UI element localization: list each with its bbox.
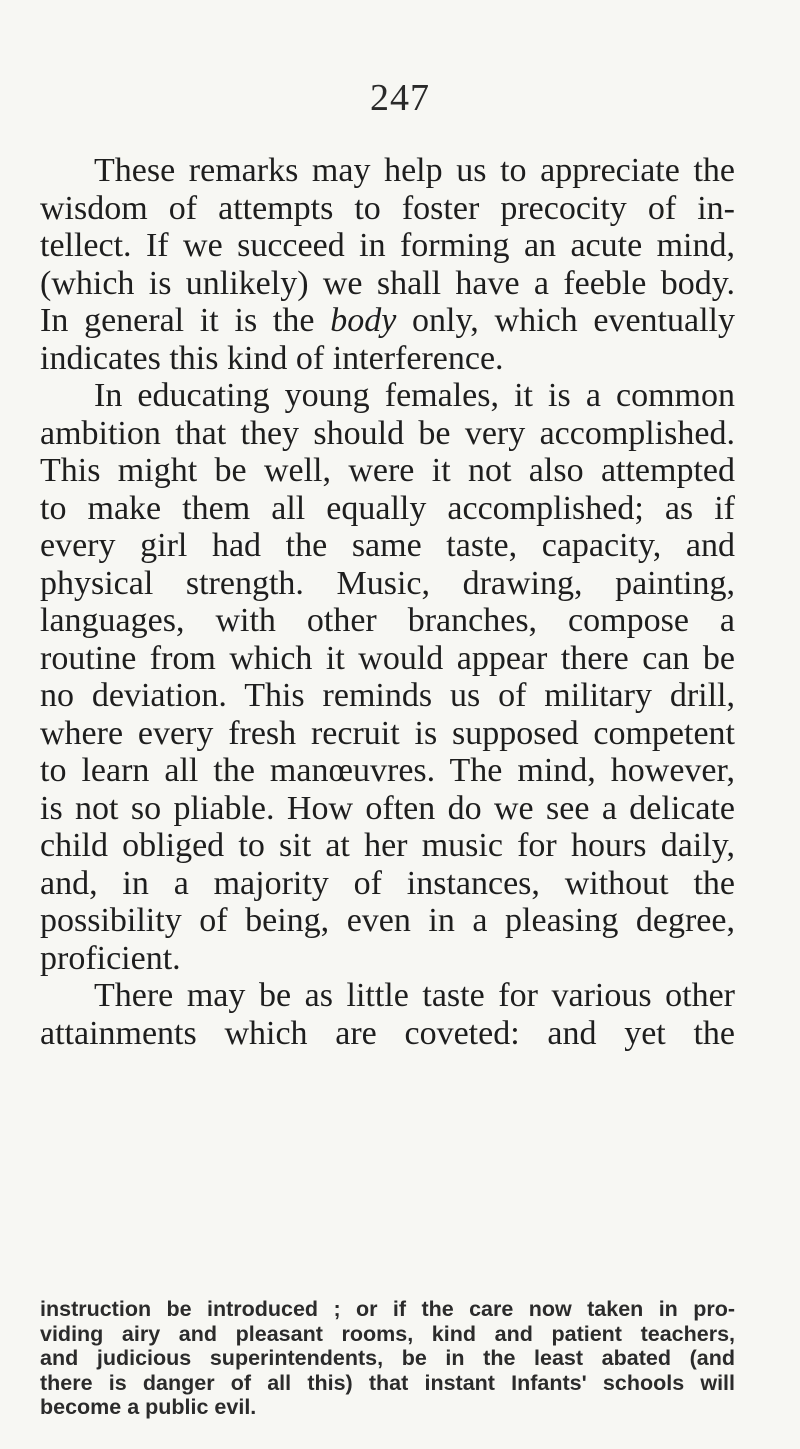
text-line: possibility of being, even in a pleasing degree, [40,902,735,939]
text-line: This might be well, were it not also attempted [40,452,735,489]
text-line: ambition that they should be very accomplished. [40,414,735,452]
page-number: 247 [370,77,430,119]
text-line: These remarks may help us to appreciate the [94,152,735,189]
footnote-line: and judicious superintendents, be in the least abated (and [40,1346,735,1370]
footnote-line: viding airy and pleasant rooms, kind and patient teachers, [40,1321,735,1346]
paragraph [40,152,735,377]
text-line: no deviation. This reminds us of military drill, [40,677,735,714]
text-line: proficient. [40,939,181,977]
text-line: attainments which are coveted: and yet the [40,1014,735,1052]
text-line: tellect. If we succeed in forming an acute mind, [40,227,735,264]
paragraph [40,377,735,977]
text-line: to learn all the manœuvres. The mind, however, [40,752,735,789]
text-line: child obliged to sit at her music for hours daily, [40,827,735,864]
footnote-line: there is danger of all this) that instant Infants' schools will [40,1370,735,1395]
text-line: physical strength. Music, drawing, painting, [40,564,735,602]
footnote-line: become a public evil. [40,1395,257,1419]
text-line: In general it is the body only, which eventually [40,302,735,339]
text-line: indicates this kind of interference. [40,339,504,377]
footnote [40,1297,735,1420]
text-line: where every fresh recruit is supposed competent [40,714,735,752]
text-line: routine from which it would appear there can be [40,639,735,677]
text-line: (which is unlikely) we shall have a feeble body. [40,264,735,302]
text-line: There may be as little taste for various other [94,977,735,1014]
body-text [40,152,735,1052]
text-line: every girl had the same taste, capacity, and [40,527,735,564]
text-line: languages, with other branches, compose a [40,602,735,639]
footnote-line: instruction be introduced ; or if the care now taken in pro- [40,1297,735,1321]
text-line: In educating young females, it is a common [94,377,735,414]
text-line: is not so pliable. How often do we see a delicate [40,789,735,827]
text-line: and, in a majority of instances, without the [40,864,735,902]
text-line: wisdom of attempts to foster precocity of in- [40,189,735,227]
text-line: to make them all equally accomplished; as if [40,489,735,527]
paragraph [40,977,735,1052]
